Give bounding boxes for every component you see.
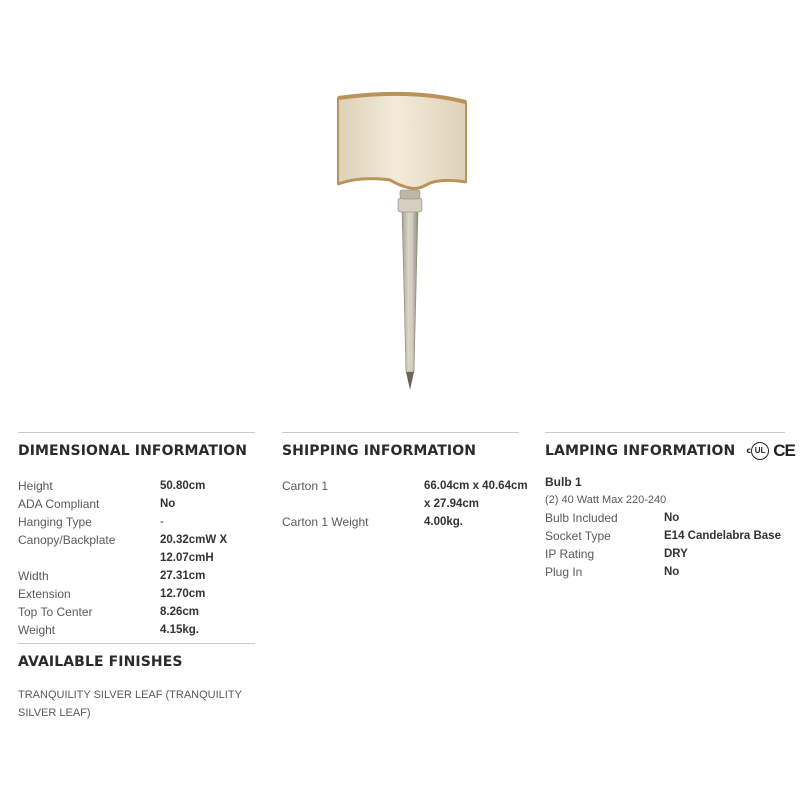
spec-label: Top To Center [18,605,93,619]
spec-row-weight [18,621,255,639]
lamp-shade [338,94,466,189]
finial [406,372,414,390]
spec-value: No [160,498,176,510]
spec-label: Socket Type [545,529,611,543]
spec-row-extension [18,585,255,603]
divider [18,643,255,644]
spec-label: Plug In [545,565,583,579]
spec-label: Carton 1 Weight [282,515,369,529]
spec-row-carton [282,477,528,495]
lamping-section [545,432,795,581]
spec-value: 4.15kg. [160,624,199,636]
spec-value: No [664,566,680,578]
spec-value: E14 Candelabra Base [664,530,781,542]
spec-row-canopy [18,531,255,549]
spec-row-ada [18,495,255,513]
product-image [300,80,500,400]
spec-row-carton-weight [282,513,519,531]
shipping-section [282,432,528,531]
spec-value: - [160,516,164,528]
divider [18,432,255,433]
spec-row-socket-type [545,527,785,545]
spec-value: 12.70cm [160,588,206,600]
spec-label: Hanging Type [18,515,92,529]
ul-c-mark: c [746,446,752,455]
finish-line-2: SILVER LEAF) [18,707,91,719]
dimensional-section [18,432,255,639]
finishes-heading: AVAILABLE FINISHES [18,654,183,670]
spec-value: 4.00kg. [424,516,463,528]
spec-label: Extension [18,587,71,601]
finish-name [18,686,255,722]
spec-label: ADA Compliant [18,497,100,511]
spec-row-plug-in [545,563,785,581]
spec-label: IP Rating [545,547,595,561]
spec-row-carton-cont [282,495,519,513]
ce-mark-icon: CE [773,441,795,460]
spec-label: Height [18,479,53,493]
spec-value: 27.31cm [160,570,206,582]
collar [398,198,422,212]
dimensional-heading: DIMENSIONAL INFORMATION [18,443,248,459]
bulb-title: Bulb 1 [545,475,582,489]
ul-listed-icon: UL [751,442,769,460]
spec-label: Width [18,569,49,583]
spec-label: Weight [18,623,56,637]
lamping-heading-row [545,441,795,461]
finish-line-1: TRANQUILITY SILVER LEAF (TRANQUILITY [18,689,242,701]
spec-value: DRY [664,548,688,560]
divider [282,432,519,433]
spec-row-top-to-center [18,603,255,621]
certification-marks [745,441,794,461]
spec-row-bulb-included [545,509,785,527]
spec-value: No [664,512,680,524]
spec-value: 8.26cm [160,606,200,618]
spec-row-hanging-type [18,513,255,531]
spec-row-ip-rating [545,545,785,563]
spec-label: Bulb Included [545,511,618,525]
spec-row-height [18,477,255,495]
spec-row-canopy-cont [18,549,255,567]
spec-value: 20.32cmW X [160,534,228,546]
spec-label: Canopy/Backplate [18,533,116,547]
finishes-section [18,643,255,722]
spec-value: 50.80cm [160,480,206,492]
shipping-heading: SHIPPING INFORMATION [282,443,477,459]
lamping-heading: LAMPING INFORMATION [545,443,736,459]
spec-row-width [18,567,255,585]
bulb-description: (2) 40 Watt Max 220-240 [545,494,667,506]
spec-value: x 27.94cm [424,498,479,510]
spec-value: 66.04cm x 40.64cm [424,480,528,492]
spec-value: 12.07cmH [160,552,214,564]
spec-label: Carton 1 [282,479,329,493]
divider [545,432,785,433]
